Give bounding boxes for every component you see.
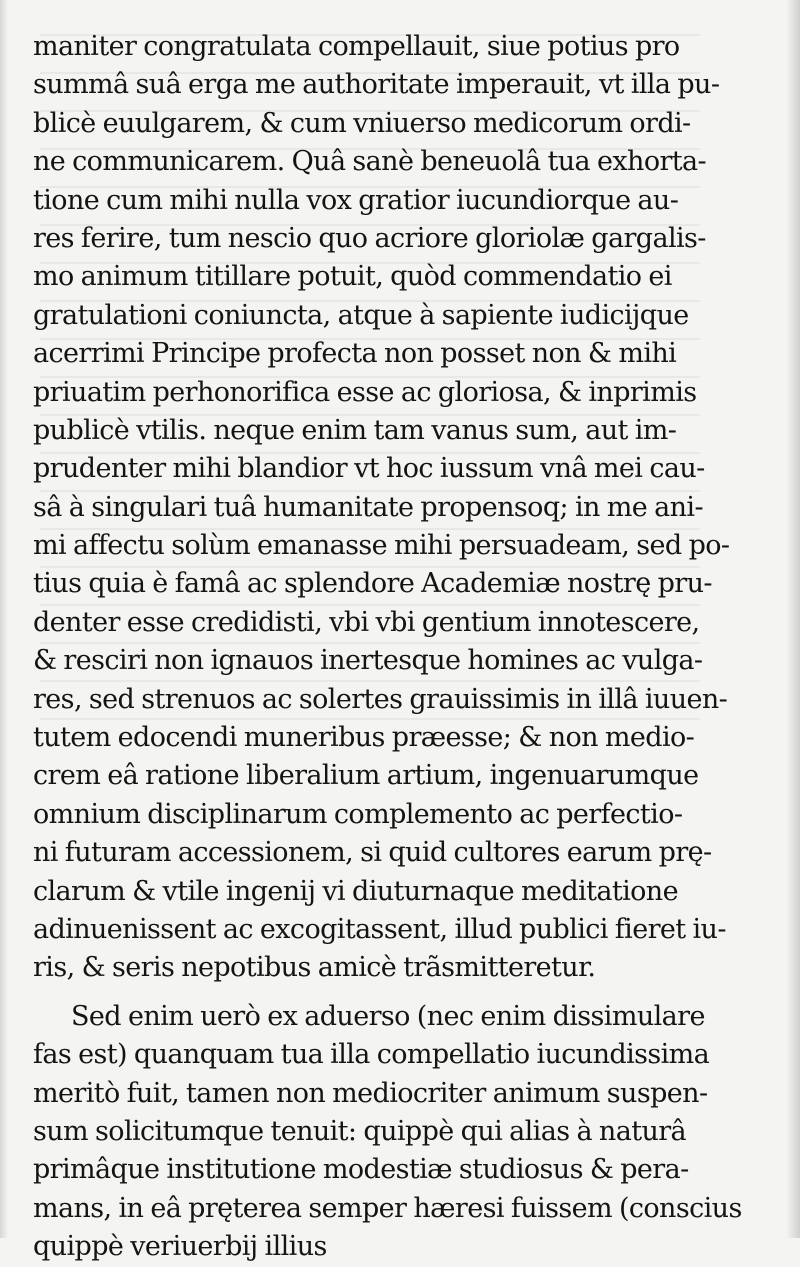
text-line: primâque institutione modestiæ studiosus & pera- [33,1154,689,1186]
paragraph-1 [33,28,730,988]
text-line: publicè vtilis. neque enim tam vanus sum, aut im- [33,414,677,446]
text-line: Sed enim uerò ex aduerso (nec enim dissimulare [71,1000,705,1032]
text-line: mi affectu solùm emanasse mihi persuadeam, sed po- [33,530,730,562]
page-left-edge [0,0,8,1238]
text-line: priuatim perhonorifica esse ac gloriosa, & inprimis [33,376,697,408]
text-line: mo animum titillare potuit, quòd commendatio ei [33,261,672,293]
text-line: acerrimi Principe profecta non posset non & mihi [33,338,677,370]
text-line: gratulationi coniuncta, atque à sapiente iudicijque [33,299,689,331]
text-line: sâ à singulari tuâ humanitate propensoq; in me ani- [33,491,703,523]
text-line: meritò fuit, tamen non mediocriter animum suspen- [33,1077,708,1109]
text-line: res ferire, tum nescio quo acriore gloriolæ gargalis- [33,222,706,254]
text-line: clarum & vtile ingenij vi diuturnaque meditatione [33,875,678,907]
text-line: ris, & seris nepotibus amicè trãsmitteretur. [33,952,596,984]
text-line: blicè euulgarem, & cum vniuerso medicorum ordi- [33,107,691,139]
text-line: tutem edocendi muneribus præesse; & non medio- [33,722,695,754]
paragraph-gap [33,988,673,998]
text-line: summâ suâ erga me authoritate imperauit, vt illa pu- [33,69,720,101]
text-line: tius quia è famâ ac splendore Academiæ nostrę pru- [33,568,712,600]
text-line: maniter congratulata compellauit, siue potius pro [33,31,680,62]
text-line: omnium disciplinarum complemento ac perfectio- [33,798,683,830]
text-line: fas est) quanquam tua illa compellatio iucundissima [33,1039,710,1071]
paragraph-2 [33,998,742,1267]
text-line: & resciri non ignauos inertesque homines ac vulga- [33,645,703,677]
text-line: prudenter mihi blandior vt hoc iussum vnâ mei cau- [33,453,705,485]
text-line: ni futuram accessionem, si quid cultores earum prę- [33,837,712,869]
text-line: crem eâ ratione liberalium artium, ingenuarumque [33,760,699,792]
text-line: tione cum mihi nulla vox gratior iucundiorque au- [33,184,679,216]
text-line: res, sed strenuos ac solertes grauissimis in illâ iuuen- [33,683,728,715]
text-line: denter esse credidisti, vbi vbi gentium innotescere, [33,606,700,638]
text-line: ne communicarem. Quâ sanè beneuolâ tua exhorta- [33,146,707,178]
text-line: mans, in eâ pręterea semper hæresi fuissem (conscius [33,1192,742,1224]
text-line: quippè veriuerbij illius [33,1231,327,1263]
page-right-edge [786,0,800,1238]
text-line: sum solicitumque tenuit: quippè qui alias à naturâ [33,1115,687,1147]
text-body [33,28,742,1267]
text-line: adinuenissent ac excogitassent, illud publici fieret iu- [33,913,726,945]
